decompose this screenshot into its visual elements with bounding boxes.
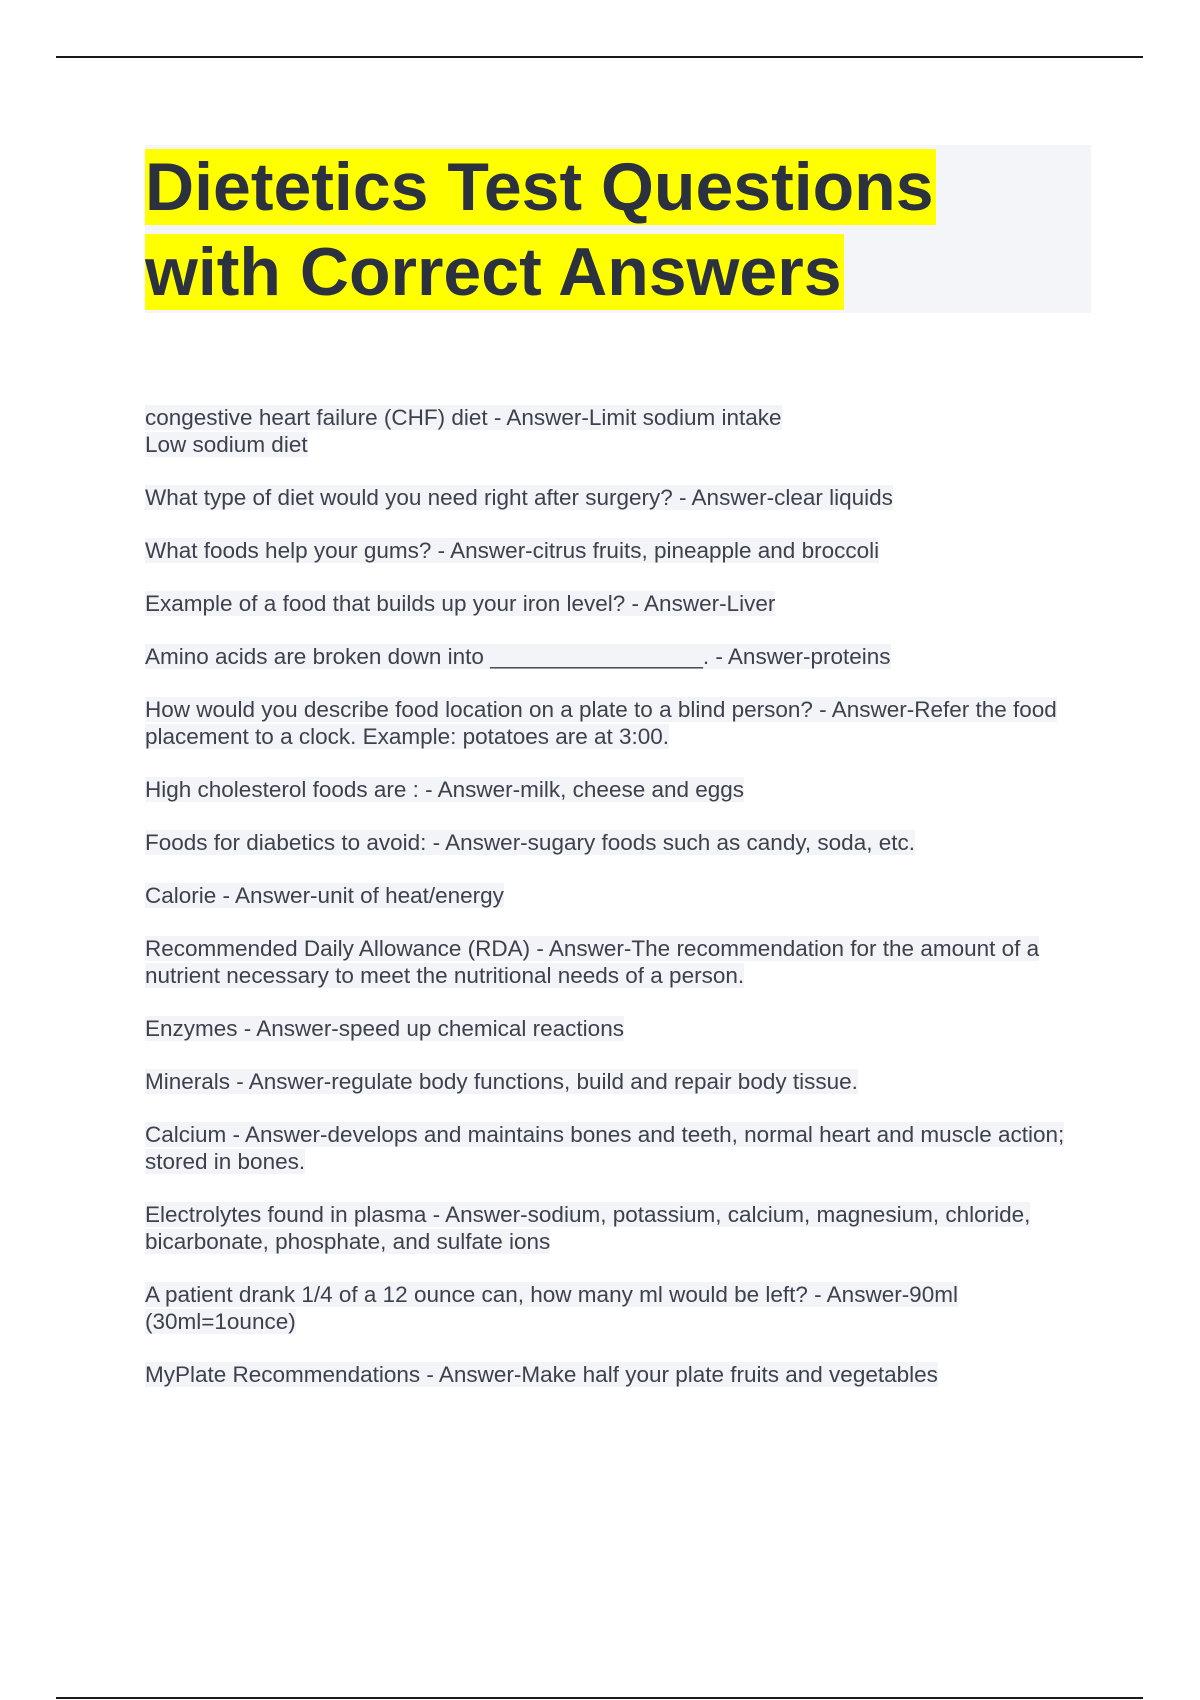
qa-item xyxy=(145,537,1095,564)
qa-text: congestive heart failure (CHF) diet - Answer-Limit sodium intake Low sodium diet xyxy=(145,405,782,457)
qa-text: Enzymes - Answer-speed up chemical reactions xyxy=(145,1016,624,1041)
qa-item xyxy=(145,643,1095,670)
title-line-2: with Correct Answers xyxy=(145,234,842,310)
qa-item xyxy=(145,590,1095,617)
qa-item xyxy=(145,1281,1095,1335)
qa-item xyxy=(145,935,1095,989)
qa-item xyxy=(145,404,1095,458)
qa-item xyxy=(145,776,1095,803)
qa-item xyxy=(145,1361,1095,1388)
qa-text: Minerals - Answer-regulate body functions, build and repair body tissue. xyxy=(145,1069,858,1094)
qa-item xyxy=(145,829,1095,856)
qa-text: MyPlate Recommendations - Answer-Make half your plate fruits and vegetables xyxy=(145,1362,938,1387)
qa-item xyxy=(145,1068,1095,1095)
qa-item xyxy=(145,696,1095,750)
qa-text: How would you describe food location on a plate to a blind person? - Answer-Refer the food placement to a clock. Example: potatoes are at 3:00. xyxy=(145,697,1057,749)
qa-text: High cholesterol foods are : - Answer-milk, cheese and eggs xyxy=(145,777,745,802)
qa-text: A patient drank 1/4 of a 12 ounce can, how many ml would be left? - Answer-90ml (30ml=1ounce) xyxy=(145,1282,958,1334)
qa-item xyxy=(145,1015,1095,1042)
title-block xyxy=(145,145,1091,313)
qa-text: Calcium - Answer-develops and maintains bones and teeth, normal heart and muscle action; stored in bones. xyxy=(145,1122,1065,1174)
qa-item xyxy=(145,882,1095,909)
qa-text: Electrolytes found in plasma - Answer-sodium, potassium, calcium, magnesium, chloride, bicarbonate, phosphate, and sulfate ions xyxy=(145,1202,1031,1254)
page-title xyxy=(145,145,1091,315)
bottom-divider xyxy=(56,1697,1143,1699)
qa-text: Calorie - Answer-unit of heat/energy xyxy=(145,883,504,908)
qa-item xyxy=(145,1201,1095,1255)
qa-item xyxy=(145,1121,1095,1175)
qa-item xyxy=(145,484,1095,511)
qa-text: What type of diet would you need right after surgery? - Answer-clear liquids xyxy=(145,485,893,510)
top-divider xyxy=(56,56,1143,58)
question-answer-list xyxy=(145,404,1095,1414)
qa-text: Foods for diabetics to avoid: - Answer-sugary foods such as candy, soda, etc. xyxy=(145,830,915,855)
qa-text: Example of a food that builds up your iron level? - Answer-Liver xyxy=(145,591,776,616)
qa-text: Recommended Daily Allowance (RDA) - Answer-The recommendation for the amount of a nutrient necessary to meet the nutritional needs of a person. xyxy=(145,936,1040,988)
qa-text: What foods help your gums? - Answer-citrus fruits, pineapple and broccoli xyxy=(145,538,880,563)
qa-text: Amino acids are broken down into _________________. - Answer-proteins xyxy=(145,644,891,669)
title-line-1: Dietetics Test Questions xyxy=(145,149,934,225)
